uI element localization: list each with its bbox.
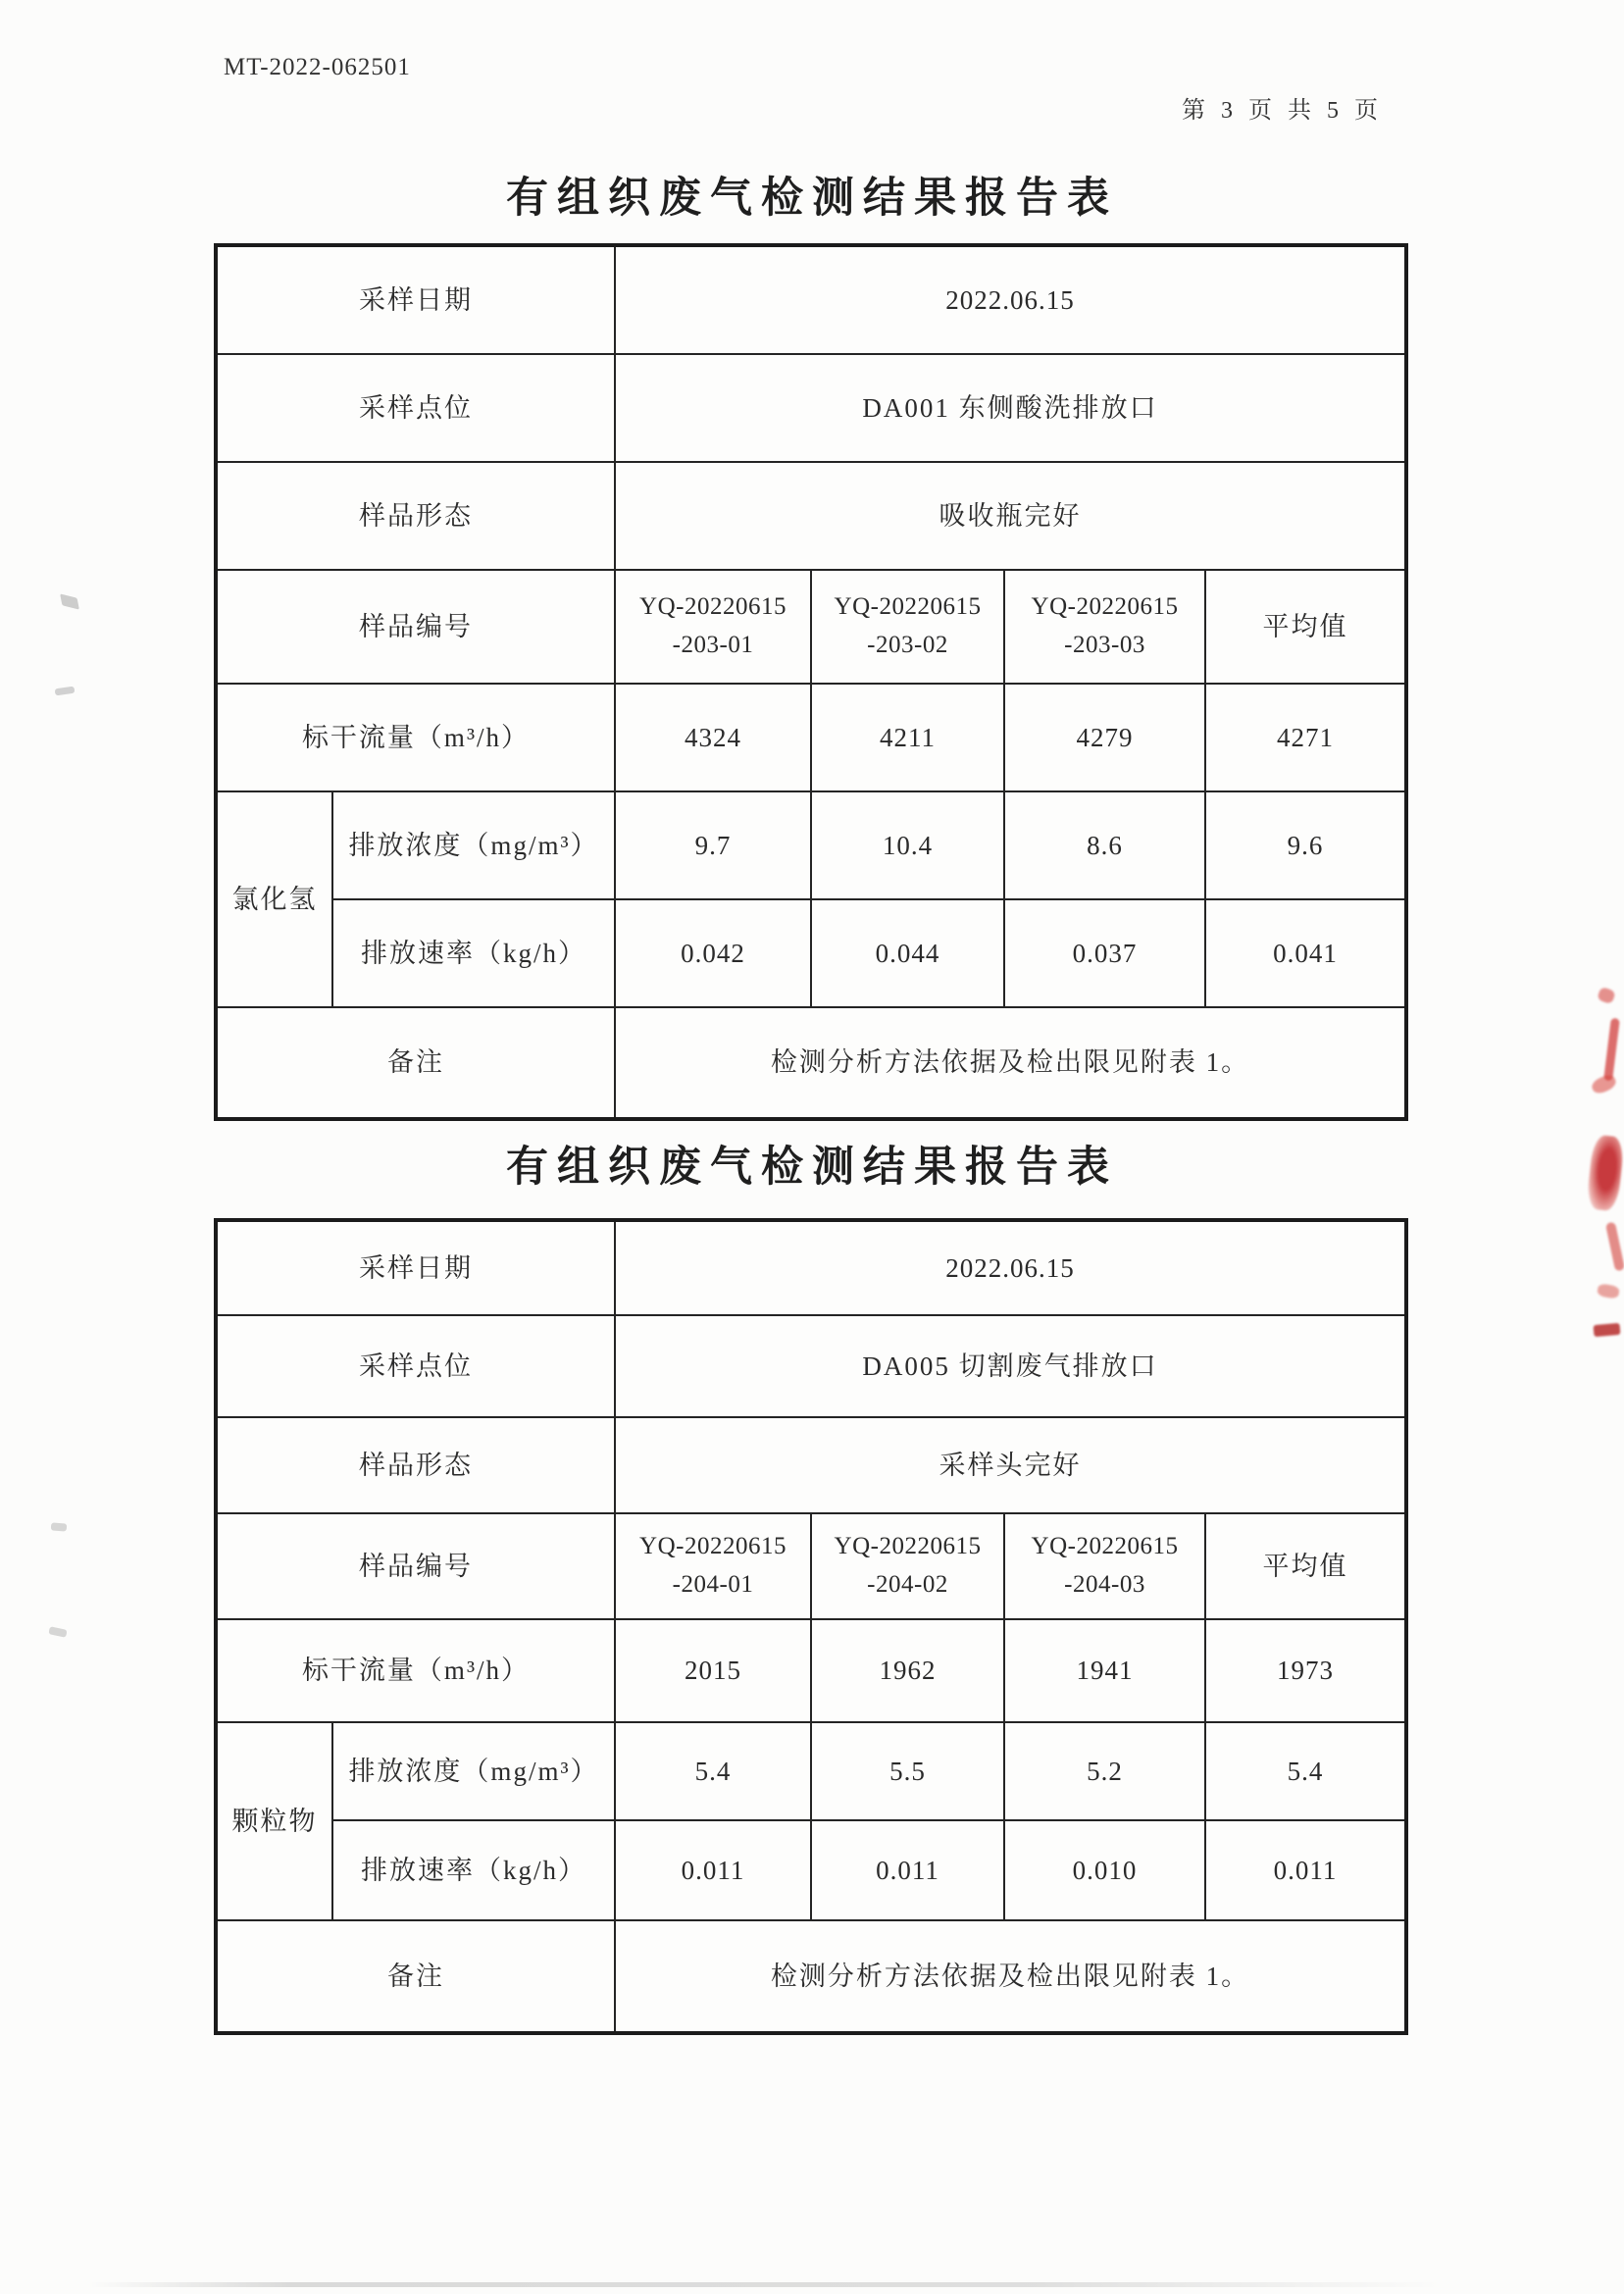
average-header: 平均值 (1206, 571, 1404, 685)
sample-id-3-line1: YQ-20220615 (1031, 1533, 1179, 1560)
average-header: 平均值 (1206, 1514, 1404, 1620)
concentration-value-1: 5.4 (616, 1723, 812, 1821)
doc-number: MT-2022-062501 (224, 54, 411, 80)
concentration-label: 排放浓度（mg/m³） (333, 792, 616, 900)
sample-id-1 (616, 1514, 812, 1620)
sample-id-2-line1: YQ-20220615 (834, 1533, 982, 1560)
flow-value-3: 4279 (1005, 685, 1206, 792)
remark-label: 备注 (218, 1008, 616, 1117)
flow-value-1: 2015 (616, 1620, 812, 1723)
stamp-fragment (1597, 1283, 1620, 1300)
rate-value-3: 0.037 (1005, 900, 1206, 1008)
sample-id-3-line1: YQ-20220615 (1031, 593, 1179, 621)
sample-form-label: 样品形态 (218, 463, 616, 571)
pollutant-name: 颗粒物 (218, 1723, 333, 1921)
concentration-value-3: 8.6 (1005, 792, 1206, 900)
rate-value-3: 0.010 (1005, 1821, 1206, 1921)
flow-value-avg: 1973 (1206, 1620, 1404, 1723)
concentration-label: 排放浓度（mg/m³） (333, 1723, 616, 1821)
sample-id-3-line2: -203-03 (1064, 632, 1145, 658)
rate-value-2: 0.011 (812, 1821, 1005, 1921)
concentration-value-1: 9.7 (616, 792, 812, 900)
sampling-date-label: 采样日期 (218, 247, 616, 355)
scan-smudge (88, 2282, 1442, 2287)
table1-title: 有组织废气检测结果报告表 (506, 176, 1118, 222)
concentration-value-avg: 5.4 (1206, 1723, 1404, 1821)
sample-id-label: 样品编号 (218, 1514, 616, 1620)
remark-label: 备注 (218, 1921, 616, 2031)
rate-label: 排放速率（kg/h） (333, 900, 616, 1008)
sampling-date-value: 2022.06.15 (616, 247, 1404, 355)
sample-form-value: 采样头完好 (616, 1418, 1404, 1514)
flow-value-3: 1941 (1005, 1620, 1206, 1723)
sample-id-3-line2: -204-03 (1064, 1571, 1145, 1598)
report-table-2 (214, 1218, 1408, 2035)
scan-smudge (55, 687, 76, 696)
concentration-value-3: 5.2 (1005, 1723, 1206, 1821)
sample-form-label: 样品形态 (218, 1418, 616, 1514)
sample-id-1 (616, 571, 812, 685)
concentration-value-2: 5.5 (812, 1723, 1005, 1821)
sampling-point-value: DA005 切割废气排放口 (616, 1316, 1404, 1418)
sample-id-2 (812, 1514, 1005, 1620)
sample-id-3 (1005, 571, 1206, 685)
pollutant-name: 氯化氢 (218, 792, 333, 1008)
page-indicator: 第 3 页 共 5 页 (1182, 98, 1383, 124)
rate-value-2: 0.044 (812, 900, 1005, 1008)
sample-id-2-line2: -203-02 (867, 632, 948, 658)
rate-label: 排放速率（kg/h） (333, 1821, 616, 1921)
stamp-fragment (1590, 1073, 1618, 1096)
sample-id-1-line1: YQ-20220615 (639, 593, 787, 621)
stamp-fragment (1603, 1018, 1620, 1082)
sampling-point-label: 采样点位 (218, 1316, 616, 1418)
sample-id-2-line1: YQ-20220615 (834, 593, 982, 621)
scan-smudge (48, 1626, 67, 1638)
sample-form-value: 吸收瓶完好 (616, 463, 1404, 571)
rate-value-1: 0.042 (616, 900, 812, 1008)
concentration-value-avg: 9.6 (1206, 792, 1404, 900)
flow-label: 标干流量（m³/h） (218, 1620, 616, 1723)
flow-value-2: 4211 (812, 685, 1005, 792)
remark-value: 检测分析方法依据及检出限见附表 1。 (770, 1961, 1250, 1991)
flow-value-1: 4324 (616, 685, 812, 792)
flow-value-avg: 4271 (1206, 685, 1404, 792)
table2-title: 有组织废气检测结果报告表 (506, 1145, 1118, 1191)
report-table-1 (214, 243, 1408, 1121)
sample-id-label: 样品编号 (218, 571, 616, 685)
sample-id-1-line2: -204-01 (672, 1571, 754, 1598)
sampling-date-label: 采样日期 (218, 1222, 616, 1316)
remark-value: 检测分析方法依据及检出限见附表 1。 (770, 1047, 1250, 1078)
stamp-fragment (1594, 1323, 1621, 1337)
sampling-date-value: 2022.06.15 (616, 1222, 1404, 1316)
sample-id-3 (1005, 1514, 1206, 1620)
sample-id-2-line2: -204-02 (867, 1571, 948, 1598)
sample-id-2 (812, 571, 1005, 685)
sampling-point-label: 采样点位 (218, 355, 616, 463)
rate-value-1: 0.011 (616, 1821, 812, 1921)
sampling-point-value: DA001 东侧酸洗排放口 (616, 355, 1404, 463)
scan-smudge (60, 593, 79, 609)
flow-label: 标干流量（m³/h） (218, 685, 616, 792)
sample-id-1-line2: -203-01 (672, 632, 754, 658)
scan-smudge (51, 1522, 68, 1531)
sample-id-1-line1: YQ-20220615 (639, 1533, 787, 1560)
stamp-fragment (1605, 1222, 1624, 1272)
rate-value-avg: 0.041 (1206, 900, 1404, 1008)
concentration-value-2: 10.4 (812, 792, 1005, 900)
rate-value-avg: 0.011 (1206, 1821, 1404, 1921)
stamp-fragment (1597, 987, 1616, 1005)
flow-value-2: 1962 (812, 1620, 1005, 1723)
